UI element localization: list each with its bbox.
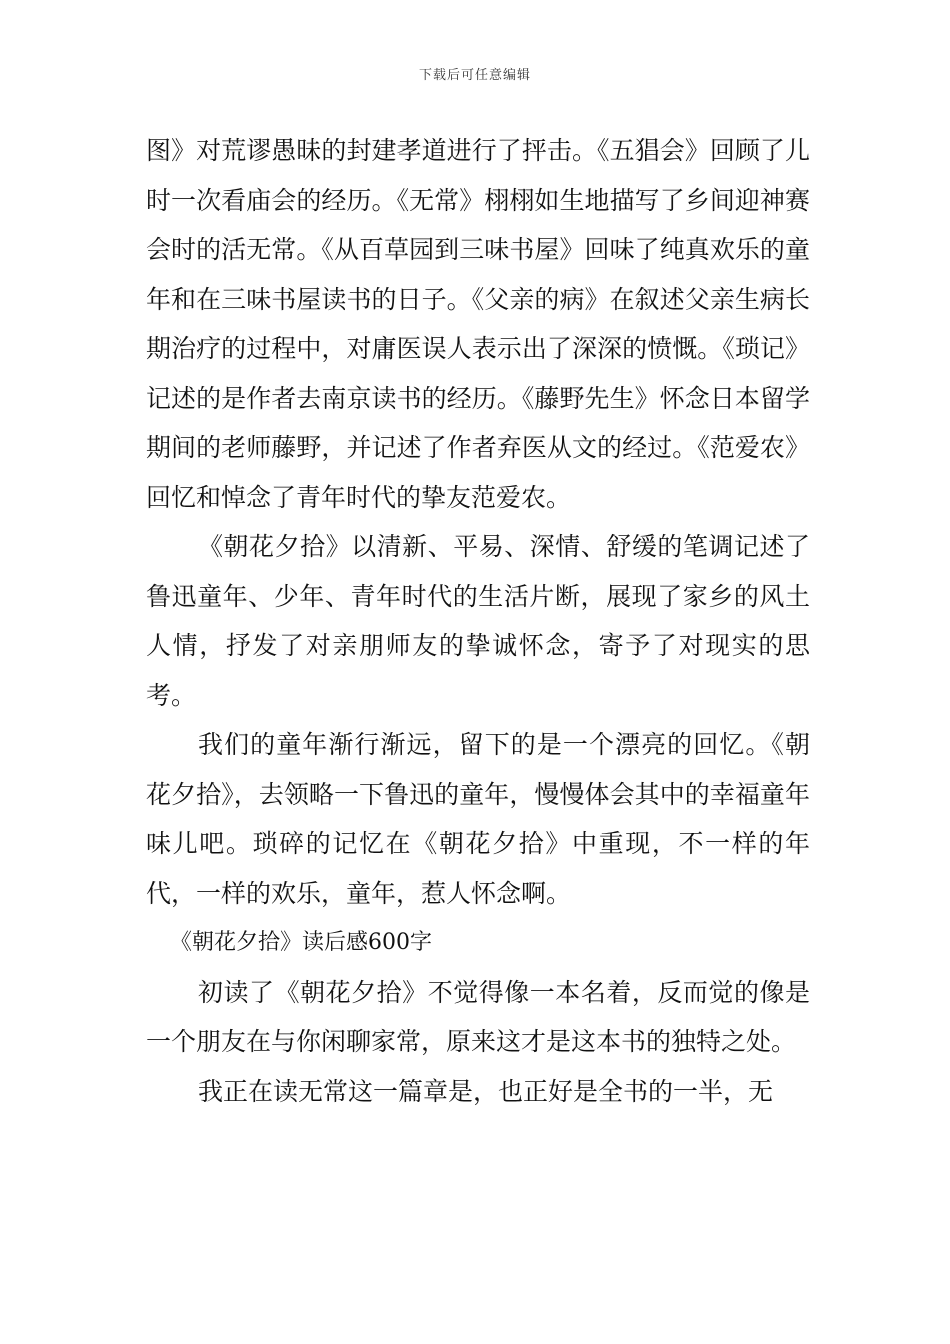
- document-body: [146, 126, 810, 1116]
- page-header: 下载后可任意编辑: [418, 68, 531, 83]
- paragraph-5: 我正在读无常这一篇章是，也正好是全书的一半，无: [198, 1076, 774, 1106]
- paragraph-3: 我们的童年渐行渐远，留下的是一个漂亮的回忆。《朝花夕拾》，去领略一下鲁迅的童年，慢慢体会其中的幸福童年味儿吧。琐碎的记忆在《朝花夕拾》中重现，不一样的年代，一样的欢乐，童年，惹人怀念啊。: [146, 730, 810, 908]
- section-title: 《朝花夕拾》读后感600字: [170, 930, 432, 955]
- paragraph-1: 图》对荒谬愚昧的封建孝道进行了抨击。《五猖会》回顾了儿时一次看庙会的经历。《无常》栩栩如生地描写了乡间迎神赛会时的活无常。《从百草园到三味书屋》回味了纯真欢乐的童年和在三味书屋读书的日子。《父亲的病》在叙述父亲生病长期治疗的过程中，对庸医误人表示出了深深的愤慨。《琐记》记述的是作者去南京读书的经历。《藤野先生》怀念日本留学期间的老师藤野，并记述了作者弃医从文的经过。《范爱农》回忆和悼念了青年时代的挚友范爱农。: [146, 136, 810, 512]
- paragraph-4: 初读了《朝花夕拾》不觉得像一本名着，反而觉的像是一个朋友在与你闲聊家常，原来这才是这本书的独特之处。: [146, 977, 810, 1056]
- paragraph-2: 《朝花夕拾》以清新、平易、深情、舒缓的笔调记述了鲁迅童年、少年、青年时代的生活片断，展现了家乡的风土人情，抒发了对亲朋师友的挚诚怀念，寄予了对现实的思考。: [146, 532, 810, 710]
